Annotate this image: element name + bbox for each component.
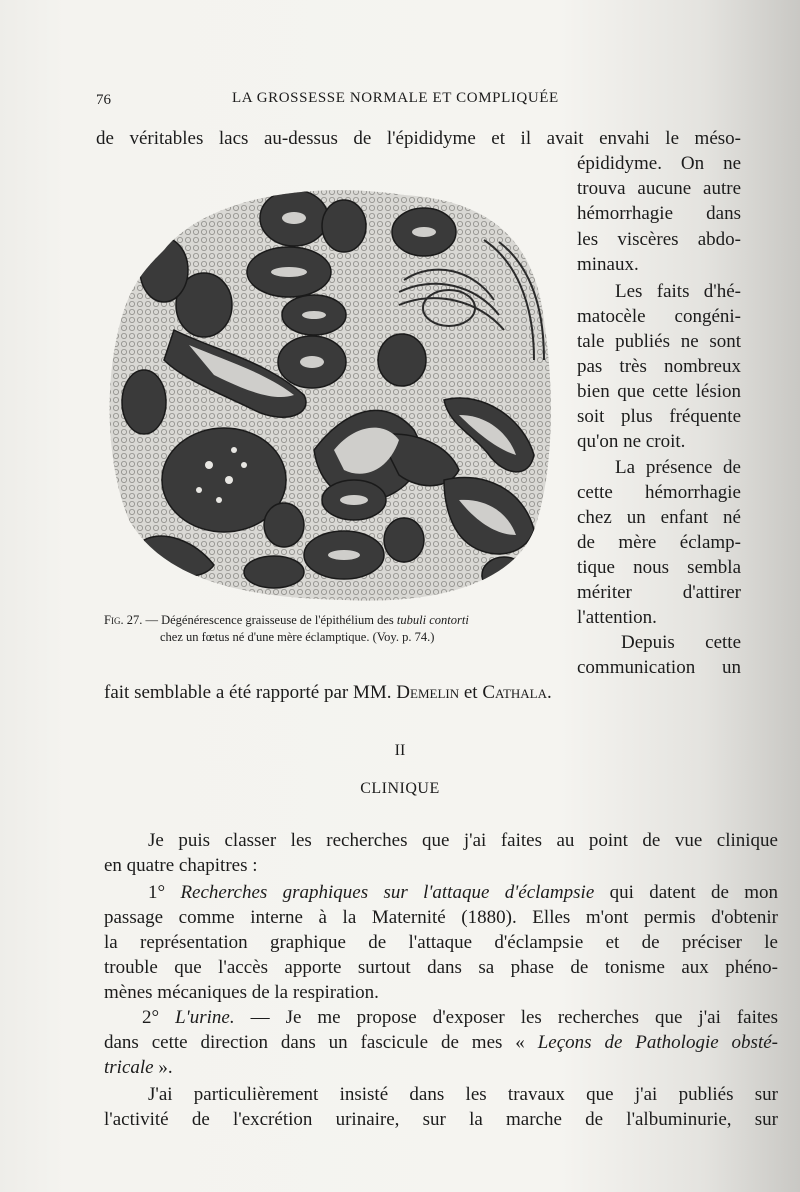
author-cathala: Cathala <box>482 682 547 703</box>
caption-line-2: chez un fœtus né d'une mère éclamptique. (Voy. p. 74.) <box>160 630 435 644</box>
right-line: épididyme. On ne <box>577 153 741 174</box>
clinique-p3-line2: dans cette direction dans un fascicule de mes « Leçons de Pathologie obsté- <box>104 1032 778 1053</box>
clinique-p2-line5: mènes mécaniques de la respiration. <box>104 982 379 1003</box>
right-line: trouva aucune autre <box>577 178 741 199</box>
clinique-p4-line2: l'activité de l'excrétion urinaire, sur la marche de l'albuminurie, sur <box>104 1109 778 1130</box>
author-demelin: Demelin <box>396 682 460 703</box>
running-title: LA GROSSESSE NORMALE ET COMPLIQUÉE <box>232 90 559 106</box>
right-line: matocèle congéni- <box>577 306 741 327</box>
caption-label: Fig. 27. <box>104 613 143 627</box>
histology-figure <box>104 180 556 610</box>
body-line-after-figure: fait semblable a été rapporté par MM. Demelin et Cathala. <box>104 682 552 703</box>
right-line: qu'on ne croit. <box>577 431 686 452</box>
right-line: soit plus fréquente <box>577 406 741 427</box>
right-line: minaux. <box>577 254 639 275</box>
caption-line-1: Fig. 27. — Dégénérescence graisseuse de l'épithélium des tubuli contorti <box>104 613 469 627</box>
right-line: mériter d'attirer <box>577 582 741 603</box>
figure-caption <box>104 612 548 646</box>
right-line: communication un <box>577 657 741 678</box>
clinique-p2-line3: la représentation graphique de l'attaque d'éclampsie et de préciser le <box>104 932 778 953</box>
right-line: Depuis cette <box>621 632 741 653</box>
histology-micrograph-icon <box>104 180 556 610</box>
right-line: chez un enfant né <box>577 507 741 528</box>
right-line: La présence de <box>615 457 741 478</box>
clinique-p3-line1: 2° L'urine. — Je me propose d'exposer les recherches que j'ai faites <box>142 1007 778 1028</box>
page-header <box>0 90 800 114</box>
right-line: les viscères abdo- <box>577 229 741 250</box>
clinique-p2-line2: passage comme interne à la Maternité (1880). Elles m'ont permis d'obtenir <box>104 907 778 928</box>
right-line: Les faits d'hé- <box>615 281 741 302</box>
clinique-p1-line1: Je puis classer les recherches que j'ai faites au point de vue clinique <box>148 830 778 851</box>
section-number: II <box>394 742 406 759</box>
right-line: pas très nombreux <box>577 356 741 377</box>
right-line: bien que cette lésion <box>577 381 741 402</box>
right-line: tale publiés ne sont <box>577 331 741 352</box>
clinique-p4-line1: J'ai particulièrement insisté dans les travaux que j'ai publiés sur <box>148 1084 778 1105</box>
right-line: l'attention. <box>577 607 657 628</box>
right-line: hémorrhagie dans <box>577 203 741 224</box>
right-line: de mère éclamp- <box>577 532 741 553</box>
right-line: tique nous sembla <box>577 557 741 578</box>
section-title: CLINIQUE <box>360 780 440 797</box>
clinique-p2-line1: 1° Recherches graphiques sur l'attaque d'éclampsie qui datent de mon <box>148 882 778 903</box>
page-number: 76 <box>96 92 111 108</box>
right-line: cette hémorrhagie <box>577 482 741 503</box>
clinique-p3-line3: tricale ». <box>104 1057 173 1078</box>
clinique-p2-line4: trouble que l'accès apporte surtout dans sa phase de tonisme aux phéno- <box>104 957 778 978</box>
body-line-1: de véritables lacs au-dessus de l'épididyme et il avait envahi le méso- <box>96 128 741 149</box>
caption-italic: tubuli contorti <box>396 613 469 627</box>
clinique-p1-line2: en quatre chapitres : <box>104 855 258 876</box>
